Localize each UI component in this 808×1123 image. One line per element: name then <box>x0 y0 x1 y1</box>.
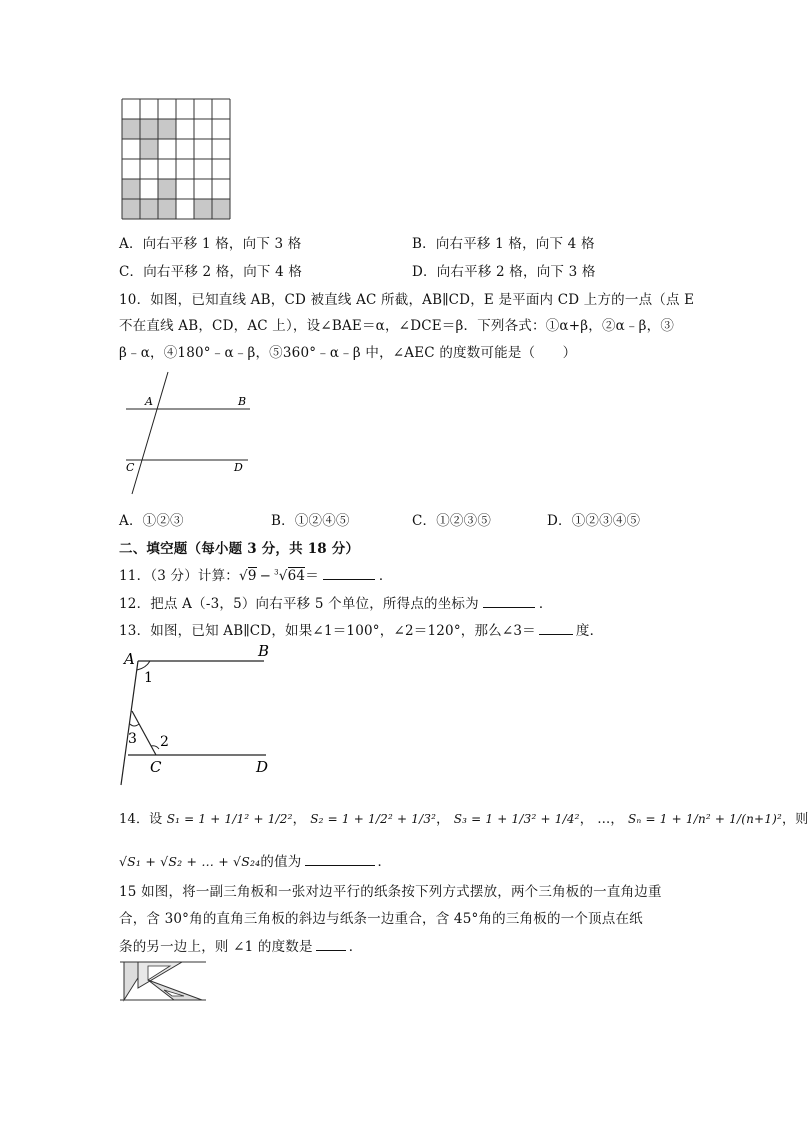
q13-label-a: A <box>124 650 135 668</box>
q9-option-a[interactable]: A．向右平移 1 格，向下 3 格 <box>119 236 302 252</box>
q13-angle-1: 1 <box>144 670 153 686</box>
grid-shaded-cell <box>140 119 158 139</box>
q14-line1: 14．设 S₁ = 1 + 1/1² + 1/2²， S₂ = 1 + 1/2² + 1/3²， S₃ = 1 + 1/3² + 1/4²， …， Sₙ = 1 + 1/n² + 1/(n+1)²，则 <box>119 812 808 827</box>
grid-shaded-cell <box>158 179 176 199</box>
q13-angle-2: 2 <box>160 734 169 750</box>
section-2-heading: 二、填空题（每小题 3 分，共 18 分） <box>119 541 360 557</box>
q13-line <box>119 619 603 639</box>
q9-option-b[interactable]: B．向右平移 1 格，向下 4 格 <box>412 236 595 252</box>
sqrt-icon: √ <box>239 568 248 584</box>
q10-stem-line3: β﹣α，④180°﹣α﹣β，⑤360°﹣α﹣β 中，∠AEC 的度数可能是（ ） <box>119 345 577 361</box>
q14-end: ． <box>377 854 392 870</box>
grid-shaded-cell <box>122 179 140 199</box>
q15-figure <box>118 958 210 1006</box>
q14-ellipsis: …， <box>597 812 624 827</box>
grid-shaded-cell <box>212 199 230 219</box>
q9-grid-figure <box>121 98 231 222</box>
q10-option-b[interactable]: B．①②④⑤ <box>271 513 350 529</box>
q9-option-c[interactable]: C．向右平移 2 格，向下 4 格 <box>119 264 303 280</box>
q15-answer-blank[interactable] <box>316 938 346 951</box>
q13-angle-3: 3 <box>128 731 137 747</box>
q13-label-c: C <box>150 758 162 776</box>
q14-line2 <box>119 850 391 870</box>
q13-answer-blank[interactable] <box>539 622 573 635</box>
q12-line <box>119 592 553 612</box>
q15-stem-line3 <box>119 935 362 955</box>
q11-sqrt-arg: 9 <box>247 568 257 584</box>
q11-cbrt-index: 3 <box>274 568 279 577</box>
q15-line3-text: 条的另一边上，则 ∠1 的度数是 <box>119 939 313 955</box>
grid-shaded-cell <box>122 119 140 139</box>
q14-sn: Sₙ = 1 + 1/n² + 1/(n+1)² <box>627 812 783 826</box>
q14-answer-blank[interactable] <box>305 853 375 866</box>
grid-shaded-cell <box>122 199 140 219</box>
q14-prefix: 14．设 <box>119 812 163 827</box>
q13-label-d: D <box>256 758 269 776</box>
grid-shaded-cell <box>140 199 158 219</box>
grid-shaded-cell <box>194 199 212 219</box>
q9-option-d[interactable]: D．向右平移 2 格，向下 3 格 <box>412 264 596 280</box>
q10-label-d: D <box>234 461 243 474</box>
q14-sum: √S₁ + √S₂ + … + √S₂₄ <box>119 854 261 869</box>
grid-shaded-cell <box>140 139 158 159</box>
grid-shaded-cell <box>158 199 176 219</box>
q13-figure <box>114 642 284 790</box>
q10-stem-line2: 不在直线 AB，CD，AC 上），设∠BAE＝α，∠DCE＝β．下列各式：①α+β，②α﹣β，③ <box>119 318 675 334</box>
q10-label-c: C <box>126 461 135 474</box>
q11-end: ． <box>378 568 393 584</box>
q11-cbrt-arg: 64 <box>287 568 306 584</box>
q13-label-b: B <box>258 642 270 660</box>
q14-s1: S₁ = 1 + 1/1² + 1/2² <box>166 812 293 826</box>
q12-end: ． <box>538 596 553 612</box>
q10-figure <box>120 368 260 500</box>
q11-equals: ＝ <box>305 568 319 584</box>
q10-label-a: A <box>145 395 153 408</box>
q10-option-d[interactable]: D．①②③④⑤ <box>547 513 641 529</box>
q14-then: ，则 <box>782 812 808 827</box>
q11-prefix: 11．（3 分）计算： <box>119 568 240 584</box>
q15-end: ． <box>348 939 363 955</box>
q10-option-c[interactable]: C．①②③⑤ <box>412 513 492 529</box>
q15-stem-line1: 15 如图，将一副三角板和一张对边平行的纸条按下列方式摆放，两个三角板的一直角边重 <box>119 884 662 900</box>
q14-tail: 的值为 <box>260 854 302 870</box>
q14-s3: S₃ = 1 + 1/3² + 1/4² <box>453 812 580 826</box>
q11-answer-blank[interactable] <box>323 567 375 580</box>
cbrt-icon: √ <box>278 568 288 584</box>
q10-label-b: B <box>238 395 247 408</box>
q12-answer-blank[interactable] <box>483 595 535 608</box>
grid-shaded-cell <box>158 119 176 139</box>
q11-minus: − <box>259 568 272 584</box>
q11-line <box>119 564 393 584</box>
q10-option-a[interactable]: A．①②③ <box>119 513 184 529</box>
q15-stem-line2: 合，含 30°角的直角三角板的斜边与纸条一边重合，含 45°角的三角板的一个顶点在纸 <box>119 911 643 927</box>
q14-s2: S₂ = 1 + 1/2² + 1/3² <box>310 812 437 826</box>
q10-stem-line1: 10．如图，已知直线 AB，CD 被直线 AC 所截，AB∥CD，E 是平面内 CD 上方的一点（点 E <box>119 292 695 308</box>
q12-text: 12．把点 A（-3，5）向右平移 5 个单位，所得点的坐标为 <box>119 596 479 612</box>
q13-end: 度． <box>575 623 604 639</box>
q13-text: 13．如图，已知 AB∥CD，如果∠1＝100°，∠2＝120°，那么∠3＝ <box>119 623 536 639</box>
